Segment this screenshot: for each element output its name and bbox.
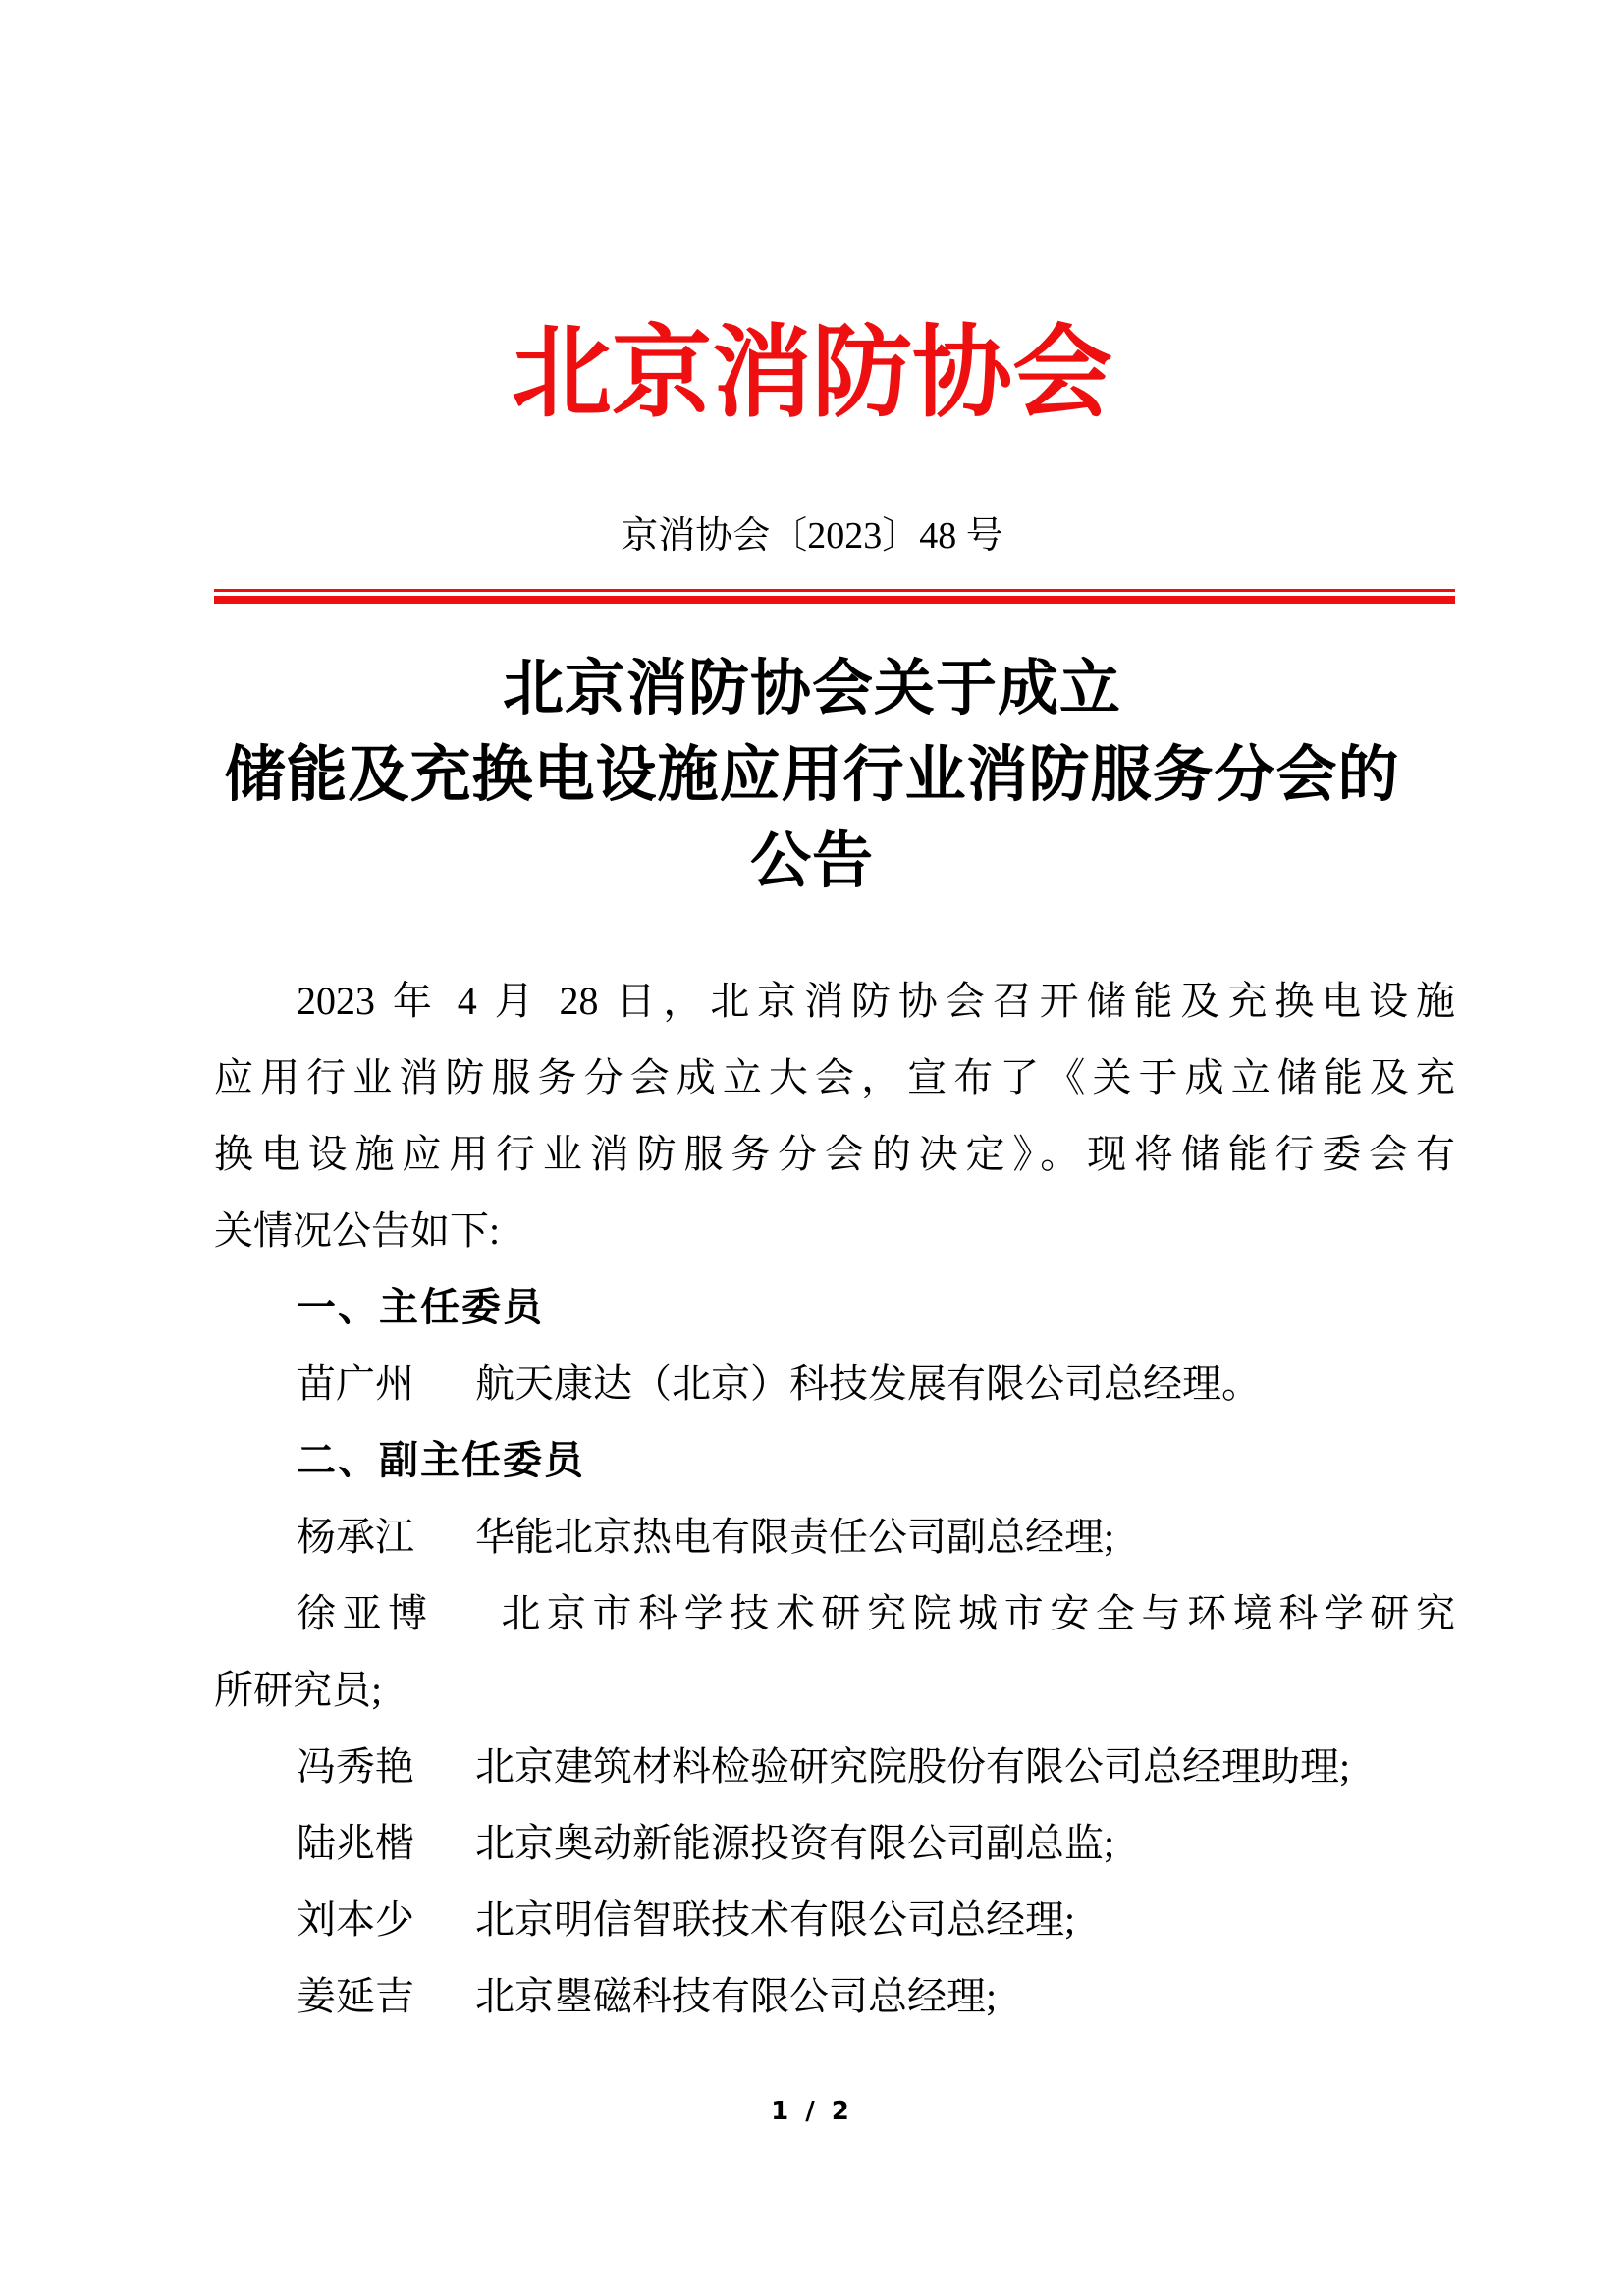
member-line bbox=[214, 1346, 1455, 1422]
member-name: 杨承江 bbox=[297, 1515, 414, 1559]
section-heading-chairman: 一、主任委员 bbox=[297, 1286, 544, 1329]
paragraph-line: 2023 年 4 月 28 日，北京消防协会召开储能及充换电设施 bbox=[297, 979, 1455, 1023]
member-line bbox=[214, 1882, 1455, 1958]
member-title: 华能北京热电有限责任公司副总经理; bbox=[475, 1515, 1115, 1559]
member-title-continuation: 所研究员; bbox=[214, 1668, 383, 1712]
member-name: 姜延吉 bbox=[297, 1974, 414, 2018]
red-divider-thick-line bbox=[214, 596, 1455, 604]
member-line bbox=[214, 1805, 1455, 1882]
member-line bbox=[214, 1958, 1455, 2035]
doc-title bbox=[0, 646, 1624, 905]
member-title: 北京建筑材料检验研究院股份有限公司总经理助理; bbox=[475, 1744, 1351, 1789]
paragraph-line: 换电设施应用行业消防服务分会的决定》。现将储能行委会有 bbox=[214, 1132, 1455, 1176]
member-name: 苗广州 bbox=[297, 1362, 414, 1406]
doc-title-line-1: 北京消防协会关于成立 bbox=[502, 656, 1121, 722]
section-heading-vice-chairmen: 二、副主任委员 bbox=[297, 1439, 585, 1482]
red-divider-thin-line bbox=[214, 589, 1455, 592]
member-title: 航天康达（北京）科技发展有限公司总经理。 bbox=[475, 1362, 1261, 1406]
member-title: 北京瞾磁科技有限公司总经理; bbox=[475, 1974, 998, 2018]
member-name: 冯秀艳 bbox=[297, 1744, 414, 1789]
page-number: 1 / 2 bbox=[771, 2097, 853, 2126]
member-line bbox=[214, 1729, 1455, 1805]
doc-title-line-2: 储能及充换电设施应用行业消防服务分会的 bbox=[224, 742, 1400, 809]
doc-title-line-3: 公告 bbox=[749, 828, 874, 895]
member-name: 徐亚博 bbox=[297, 1591, 434, 1635]
doc-number: 京消协会〔2023〕48 号 bbox=[621, 515, 1003, 557]
red-divider bbox=[214, 589, 1455, 604]
paragraph-line: 关情况公告如下: bbox=[214, 1208, 501, 1253]
member-name: 陆兆楷 bbox=[297, 1821, 414, 1865]
paragraph-line: 应用行业消防服务分会成立大会，宣布了《关于成立储能及充 bbox=[214, 1055, 1455, 1099]
member-line bbox=[214, 1499, 1455, 1575]
member-line bbox=[214, 1575, 1455, 1652]
member-title: 北京市科学技术研究院城市安全与环境科学研究 bbox=[501, 1591, 1456, 1635]
member-title: 北京奥动新能源投资有限公司副总监; bbox=[475, 1821, 1115, 1865]
member-name: 刘本少 bbox=[297, 1897, 414, 1942]
member-title: 北京明信智联技术有限公司总经理; bbox=[475, 1897, 1076, 1942]
document-body bbox=[214, 963, 1455, 2035]
org-title: 北京消防协会 bbox=[512, 319, 1112, 430]
